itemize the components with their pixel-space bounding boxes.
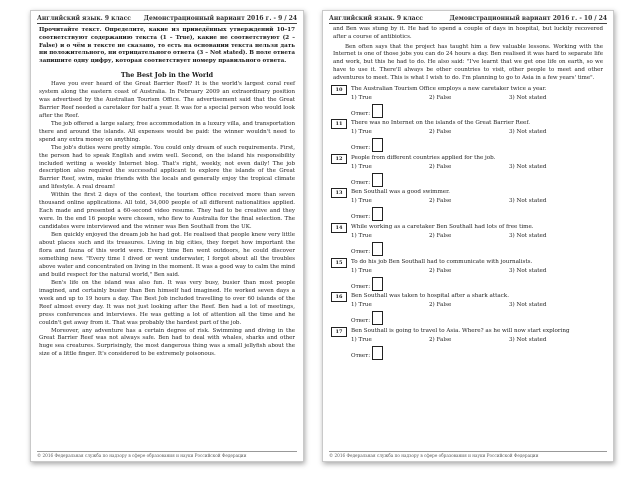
option-not-stated: 3) Not stated (509, 94, 547, 101)
answer-options (351, 198, 605, 204)
task-instructions: Прочитайте текст. Определите, какие из приведённых утверждений 10–17 соответствуют содержанию текста (1 – True), какие не соответствуют (2 – False) и о чём в тексте не сказано, то есть на основании текста нельзя дать ни положительного, ни отрицательного ответа (3 – Not stated). В поле ответа запишите одну цифру, которая соответствует номеру правильного ответа. (39, 27, 295, 65)
question-statement: Ben Southall is going to travel to Asia. Where? as he will now start exploring (351, 327, 570, 334)
answer-label: Ответ: (351, 214, 371, 221)
answer-box[interactable] (372, 104, 383, 118)
right-page-header (329, 15, 607, 24)
option-not-stated: 3) Not stated (509, 336, 547, 343)
answer-row (351, 346, 383, 360)
question-number: 17 (331, 327, 347, 337)
answer-label: Ответ: (351, 318, 371, 325)
answer-label: Ответ: (351, 179, 371, 186)
question-item (331, 327, 605, 362)
option-true: 1) True (351, 94, 372, 101)
left-header-variant: Демонстрационный вариант 2016 г. - 9 / 24 (143, 15, 297, 22)
option-true: 1) True (351, 129, 372, 136)
left-header-subject: Английский язык. 9 класс (37, 15, 131, 22)
question-number: 11 (331, 119, 347, 129)
text-continuation: and Ben was stung by it. He had to spend a couple of days in hospital, but luckily recovered after a course of antibiotics. (333, 26, 603, 40)
option-false: 2) False (429, 232, 452, 239)
text-paragraph: Ben's life on the island was also fun. It was very busy, busier than most people imagined, and certainly busier than Ben himself had imagined. He worked seven days a week and up to 19 hours a day. The Best Job included travelling to over 60 islands of the Reef almost every day. It was not just looking after the Reef. Ben had a lot of meetings, press conferences and interviews. He was getting a lot of attention all the time and he couldn't get away from it. That was probably the hardest part of the job. (39, 279, 295, 326)
text-title: The Best Job in the World (120, 70, 214, 79)
option-true: 1) True (351, 267, 372, 274)
answer-label: Ответ: (351, 352, 371, 359)
answer-row (351, 277, 383, 291)
answer-box[interactable] (372, 277, 383, 291)
option-false: 2) False (429, 302, 452, 309)
answer-box[interactable] (372, 242, 383, 256)
answer-options (351, 233, 605, 239)
option-not-stated: 3) Not stated (509, 163, 547, 170)
answer-row (351, 242, 383, 256)
text-paragraph: Ben quickly enjoyed the dream job he had got. He realised that people knew very little about places such and its treasures. Living in big cities, they forget how important the flora and fauna of this world were. Every time Ben went outdoors, he could discover something new. "Every time I dived or went underwater, I forgot about all the troubles above water and concentrated on living in the moment. It was a good way to calm the mind and build respect for the natural world," Ben said. (39, 232, 295, 278)
answer-options (351, 164, 605, 170)
option-not-stated: 3) Not stated (509, 267, 547, 274)
right-header-subject: Английский язык. 9 класс (329, 15, 423, 22)
option-not-stated: 3) Not stated (509, 232, 547, 239)
option-not-stated: 3) Not stated (509, 129, 547, 136)
option-false: 2) False (429, 163, 452, 170)
right-header-variant: Демонстрационный вариант 2016 г. - 10 / 24 (449, 15, 607, 22)
answer-row (351, 104, 383, 118)
answer-row (351, 207, 383, 221)
option-true: 1) True (351, 302, 372, 309)
answer-box[interactable] (372, 311, 383, 325)
right-document-page (322, 10, 614, 462)
question-statement: There was no Internet on the islands of the Great Barrier Reef. (351, 120, 531, 127)
answer-box[interactable] (372, 138, 383, 152)
question-statement: To do his job Ben Southall had to communicate with journalists. (351, 258, 533, 265)
answer-label: Ответ: (351, 145, 371, 152)
option-true: 1) True (351, 336, 372, 343)
question-item (331, 258, 605, 293)
option-false: 2) False (429, 336, 452, 343)
right-page-footer: © 2016 Федеральная служба по надзору в сфере образования и науки Российской Федерации (329, 451, 607, 458)
option-not-stated: 3) Not stated (509, 302, 547, 309)
answer-row (351, 311, 383, 325)
option-false: 2) False (429, 129, 452, 136)
question-list (323, 85, 613, 362)
question-item (331, 85, 605, 120)
left-page-footer: © 2016 Федеральная служба по надзору в сфере образования и науки Российской Федерации (37, 451, 297, 458)
question-statement: Ben Southall was a good swimmer. (351, 189, 450, 196)
question-number: 13 (331, 188, 347, 198)
answer-options (351, 129, 605, 135)
text-paragraph: Within the first 2 days of the contest, the tourism office received more than seven thousand online applications. All told, 34,000 people of all different nationalities applied. Each made and presented a 60-second video resume. They had to be creative and they were. In the end 16 people were chosen, who flew to Australia for the final selection. The candidates were interviewed and the winner was Ben Southall from the UK. (39, 192, 295, 231)
option-true: 1) True (351, 163, 372, 170)
left-document-page (30, 10, 304, 462)
question-statement: People from different countries applied for the job. (351, 154, 496, 161)
option-false: 2) False (429, 267, 452, 274)
question-number: 15 (331, 258, 347, 268)
answer-box[interactable] (372, 207, 383, 221)
answer-label: Ответ: (351, 110, 371, 117)
question-item (331, 154, 605, 189)
option-true: 1) True (351, 198, 372, 205)
answer-options (351, 268, 605, 274)
question-number: 12 (331, 154, 347, 164)
option-false: 2) False (429, 94, 452, 101)
question-statement: Ben Southall was taken to hospital after a shark attack. (351, 293, 509, 300)
answer-options (351, 337, 605, 343)
answer-options (351, 95, 605, 101)
option-not-stated: 3) Not stated (509, 198, 547, 205)
answer-row (351, 138, 383, 152)
question-item (331, 223, 605, 258)
option-false: 2) False (429, 198, 452, 205)
text-paragraph: Have you ever heard of the Great Barrier Reef? It is the world's largest coral reef system along the eastern coast of Australia. In February 2009 an extraordinary position was advertised by the Australian Tourism Office. The advertisement said that the Great Barrier Reef needed a caretaker for half a year. It was for a special person who would look after the Reef. (39, 80, 295, 119)
question-number: 10 (331, 85, 347, 95)
answer-box[interactable] (372, 173, 383, 187)
text-paragraph: The job offered a large salary, free accommodation in a luxury villa, and transportation there and around the islands. All expenses would be paid: the winner wouldn't need to spend any extra money on anything. (39, 120, 295, 143)
question-number: 16 (331, 292, 347, 302)
question-item (331, 188, 605, 223)
option-true: 1) True (351, 232, 372, 239)
answer-box[interactable] (372, 346, 383, 360)
question-statement: While working as a caretaker Ben Southall had lots of free time. (351, 223, 534, 230)
text-continuation: Ben often says that the project has taught him a few valuable lessons. Working with the Internet is one of those jobs you can do 24 hours a day. Ben realised it was hard to separate life and work, but this he had to do. He also said: "I've learnt that we get one life on earth, so we have to use it. There'll always be other countries to visit, other people to meet and other adventures to meet. This is what I wish to do. I'm planning to go to Asia in a few years' time". (333, 43, 603, 81)
text-paragraph: The job's duties were pretty simple. You could only dream of such requirements. First, the person had to speak English and swim well. Second, on the island his responsibility included writing a weekly Internet blog. That's right, weekly, not even daily! The job description also required the successful applicant to explore the islands of the Great Barrier Reef, swim, make friends with the locals and generally enjoy the tropical climate and lifestyle. A real dream! (39, 144, 295, 191)
question-number: 14 (331, 223, 347, 233)
answer-label: Ответ: (351, 283, 371, 290)
answer-row (351, 173, 383, 187)
answer-options (351, 302, 605, 308)
text-paragraph: Moreover, any adventure has a certain degree of risk. Swimming and diving in the Great Barrier Reef was not always safe. Ben had to deal with whales, sharks and other huge sea creatures. Surprisingly, the most dangerous thing was a small jellyfish about the size of a little finger. It's considered to be extremely poisonous. (39, 327, 295, 358)
left-page-header (37, 15, 297, 24)
question-statement: The Australian Tourism Office employs a new caretaker twice a year. (351, 85, 547, 92)
answer-label: Ответ: (351, 248, 371, 255)
question-item (331, 119, 605, 154)
question-item (331, 292, 605, 327)
